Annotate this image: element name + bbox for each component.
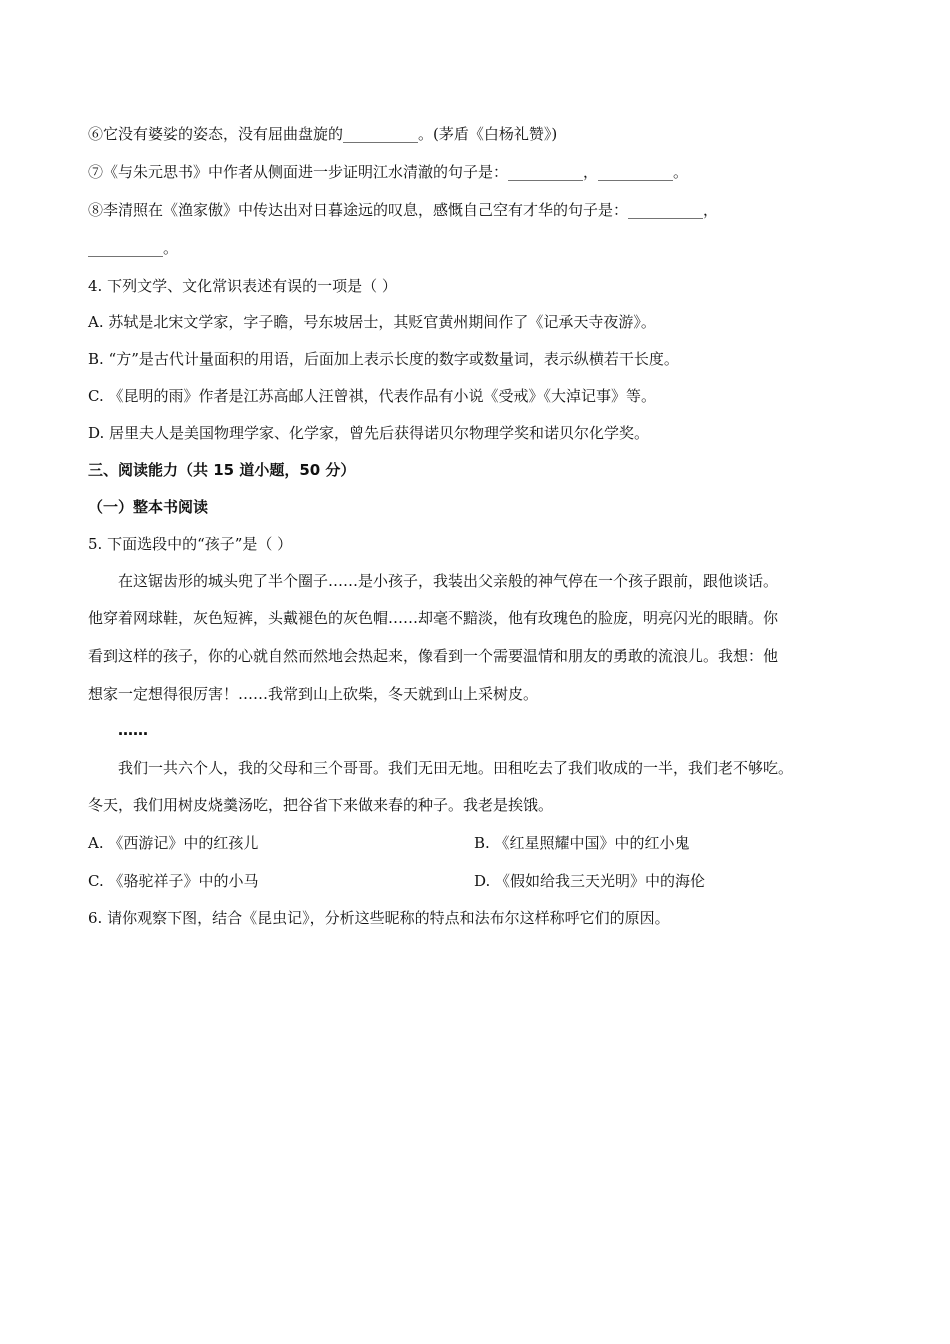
fill-blank-item-6: ⑥它没有婆娑的姿态，没有屈曲盘旋的__________。(茅盾《白杨礼赞》) — [88, 125, 558, 143]
fill-blank-item-8: ⑧李清照在《渔家傲》中传达出对日暮途远的叹息，感慨自己空有才华的句子是：__________， — [88, 201, 719, 219]
question-4-option-d: D. 居里夫人是美国物理学家、化学家，曾先后获得诺贝尔物理学奖和诺贝尔化学奖。 — [88, 424, 650, 442]
question-4-option-b: B. “方”是古代计量面积的用语，后面加上表示长度的数字或数量词，表示纵横若干长度。 — [88, 350, 679, 368]
section-heading: 三、阅读能力（共 15 道小题，50 分） — [88, 461, 356, 479]
question-5-option-a: A. 《西游记》中的红孩儿 — [88, 834, 259, 852]
passage-line: 冬天，我们用树皮烧羹汤吃，把谷省下来做来春的种子。我老是挨饿。 — [88, 796, 554, 814]
subsection-heading: （一）整本书阅读 — [88, 498, 209, 516]
passage-line: 想家一定想得很厉害！……我常到山上砍柴，冬天就到山上采树皮。 — [88, 685, 539, 703]
question-5-option-d: D. 《假如给我三天光明》中的海伦 — [474, 872, 706, 890]
question-4-option-c: C. 《昆明的雨》作者是江苏高邮人汪曾祺，代表作品有小说《受戒》《大淖记事》等。 — [88, 387, 656, 405]
question-4-option-a: A. 苏轼是北宋文学家，字子瞻，号东坡居士，其贬官黄州期间作了《记承天寺夜游》。 — [88, 313, 656, 331]
fill-blank-item-7: ⑦《与朱元思书》中作者从侧面进一步证明江水清澈的句子是：__________，__________。 — [88, 163, 689, 181]
passage-ellipsis: …… — [118, 721, 148, 739]
passage-line: 他穿着网球鞋，灰色短裤，头戴褪色的灰色帽……却毫不黯淡，他有玫瑰色的脸庞，明亮闪光的眼睛。你 — [88, 609, 779, 627]
question-5-option-b: B. 《红星照耀中国》中的红小鬼 — [474, 834, 690, 852]
question-4: 4. 下列文学、文化常识表述有误的一项是（ ） — [88, 277, 397, 295]
passage-line: 我们一共六个人，我的父母和三个哥哥。我们无田无地。田租吃去了我们收成的一半，我们老不够吃。 — [118, 759, 794, 777]
question-5: 5. 下面选段中的“孩子”是（ ） — [88, 535, 293, 553]
question-5-option-c: C. 《骆驼祥子》中的小马 — [88, 872, 259, 890]
passage-line: 在这锯齿形的城头兜了半个圈子……是小孩子，我装出父亲般的神气停在一个孩子跟前，跟他谈话。 — [118, 572, 779, 590]
fill-blank-item-8-continued: __________。 — [88, 239, 179, 257]
passage-line: 看到这样的孩子，你的心就自然而然地会热起来，像看到一个需要温情和朋友的勇敢的流浪儿。我想：他 — [88, 647, 779, 665]
question-6: 6. 请你观察下图，结合《昆虫记》，分析这些昵称的特点和法布尔这样称呼它们的原因。 — [88, 909, 670, 927]
